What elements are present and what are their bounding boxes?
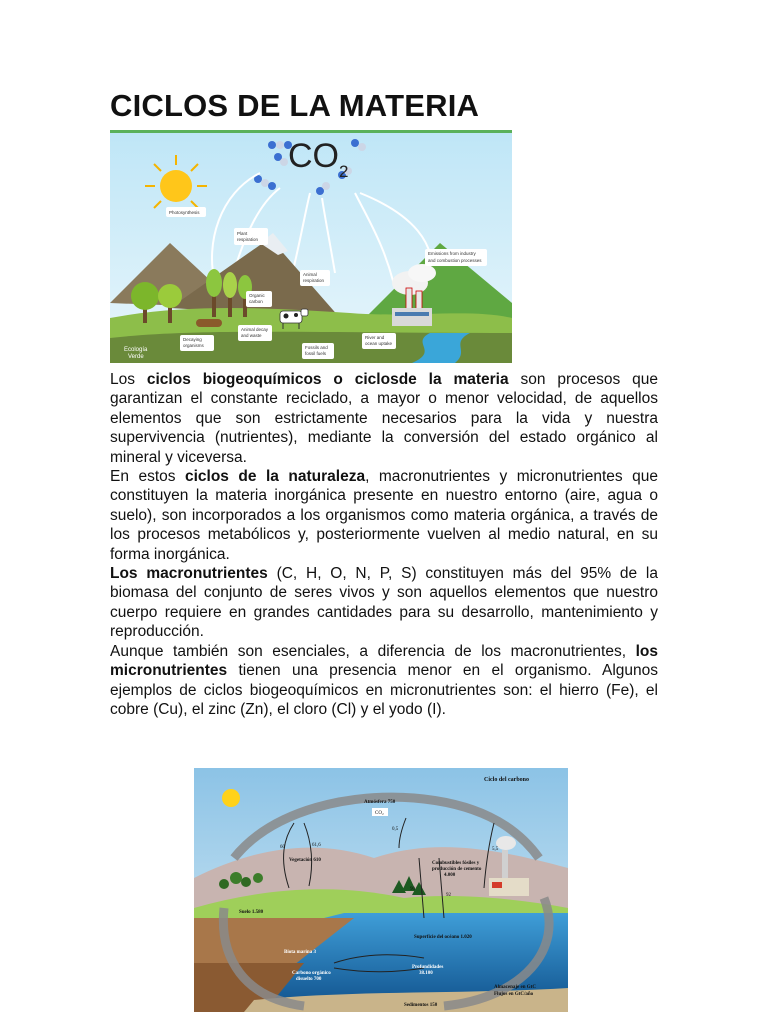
text-run: Aunque también son esenciales, a diferencia de los macronutrientes, xyxy=(110,642,636,660)
label-co2: CO₂ xyxy=(375,811,384,816)
label-dissolved-carbon: Carbono orgánico xyxy=(292,971,331,976)
label-sediments: Sedimentos 150 xyxy=(404,1003,438,1008)
label-fossil-fuels-3: 4.000 xyxy=(444,873,456,878)
label-river-ocean: River and xyxy=(365,335,385,340)
body-text xyxy=(110,370,658,719)
log-icon xyxy=(196,319,222,327)
label-deep-ocean-2: 38.100 xyxy=(419,971,433,976)
diagram-title: Ciclo del carbono xyxy=(484,777,529,783)
label-organic-carbon-2: carbon xyxy=(249,299,263,304)
label-animal-decay: Animal decay xyxy=(241,327,269,332)
paragraph-4 xyxy=(110,642,658,720)
page-title: CICLOS DE LA MATERIA xyxy=(110,88,480,123)
label-vegetation: Vegetación 610 xyxy=(289,858,321,863)
label-animal-decay-2: and waste xyxy=(241,333,262,338)
flux-label-90: 90 xyxy=(410,887,415,892)
bold-term: Los macronutrientes xyxy=(110,565,268,583)
label-plant-respiration-2: respiration xyxy=(237,237,259,242)
paragraph-3 xyxy=(110,564,658,642)
flux-label-5-5: 5,5 xyxy=(492,847,499,852)
label-photosynthesis: Photosynthesis xyxy=(169,210,200,215)
svg-text:Ecología: Ecología xyxy=(124,347,148,353)
text-run: En estos xyxy=(110,468,185,486)
label-fossil-fuels: Fossils and xyxy=(305,345,328,350)
bold-term: los micronutrientes xyxy=(110,642,658,680)
bold-term: ciclos biogeoquímicos o ciclosde la materia xyxy=(146,371,509,388)
label-fossil-fuels-2: fossil fuels xyxy=(305,351,327,356)
paragraph-1 xyxy=(110,370,658,467)
flux-label-92: 92 xyxy=(446,893,451,898)
flux-label-0-5: 0,5 xyxy=(392,827,399,832)
svg-text:Verde: Verde xyxy=(128,354,144,360)
label-ocean-surface: Superficie del océano 1.020 xyxy=(414,935,472,940)
label-deep-ocean: Profundidades xyxy=(412,965,444,970)
label-river-ocean-2: ocean uptake xyxy=(365,341,393,346)
text-run: tienen una presencia menor en el organismo. Algunos ejemplos de ciclos biogeoquímicos en micronutrientes son: el hierro (Fe), el cobre (Cu), el zinc (Zn), el cloro (Cl) y el yodo (I). xyxy=(110,662,658,718)
label-storage: Almacenaje en GtC xyxy=(494,985,536,990)
label-animal-respiration-2: respiration xyxy=(303,278,325,283)
bold-term: ciclos de la naturaleza xyxy=(184,468,366,486)
label-dissolved-carbon-2: disuelto 700 xyxy=(296,977,322,982)
label-emissions-2: and combustion processes xyxy=(428,258,482,263)
paragraph-2 xyxy=(110,467,658,564)
co2-subscript: 2 xyxy=(339,162,349,181)
sun-icon xyxy=(222,789,240,807)
text-run: (C, H, O, N, P, S) constituyen más del 95% de la biomasa del conjunto de seres vivos y son aquellos elementos que nuestro cuerpo requiere en grandes cantidades para su desarrollo, mantenimiento y reproducción. xyxy=(110,565,659,641)
label-soil: Suelo 1.580 xyxy=(239,910,264,915)
flux-label-60: 60 xyxy=(280,845,285,850)
text-run: Los xyxy=(110,371,147,388)
label-fluxes: Flujos en GtC/año xyxy=(494,992,534,997)
label-plant-respiration: Plant xyxy=(237,231,248,236)
carbon-cycle-diagram xyxy=(194,768,568,1012)
label-atmosphere: Atmósfera 750 xyxy=(364,800,396,805)
label-fossil-fuels: Combustibles fósiles y xyxy=(432,861,480,866)
label-fossil-fuels-2: producción de cemento xyxy=(432,867,482,872)
label-decaying-organisms-2: organisms xyxy=(183,343,204,348)
label-marine-biota: Biota marina 3 xyxy=(284,950,316,955)
text-run: , macronutrientes y micronutrientes que constituyen la materia inorgánica presente en nuestro entorno (aire, agua o suelo), son incorporados a los organismos como materia orgánica, a través de los procesos metabólicos y, posteriormente vuelven al medio natural, en su forma inorgánica. xyxy=(110,468,659,563)
flux-label-61-6: 61,6 xyxy=(312,843,321,848)
text-run: son procesos que garantizan el constante reciclado, a mayor o menor velocidad, de aquellos elementos que son estrictamente necesarios para la vida y nuestra supervivencia (nutrientes), mediante la conversión del estado orgánico al mineral y viceversa. xyxy=(110,371,658,466)
co2-formula: CO xyxy=(288,137,339,175)
label-animal-respiration: Animal xyxy=(303,272,317,277)
label-decaying-organisms: Decaying xyxy=(183,337,202,342)
co2-cycle-illustration xyxy=(110,133,512,363)
label-emissions: Emissions from industry xyxy=(428,251,476,256)
label-organic-carbon: Organic xyxy=(249,293,265,298)
